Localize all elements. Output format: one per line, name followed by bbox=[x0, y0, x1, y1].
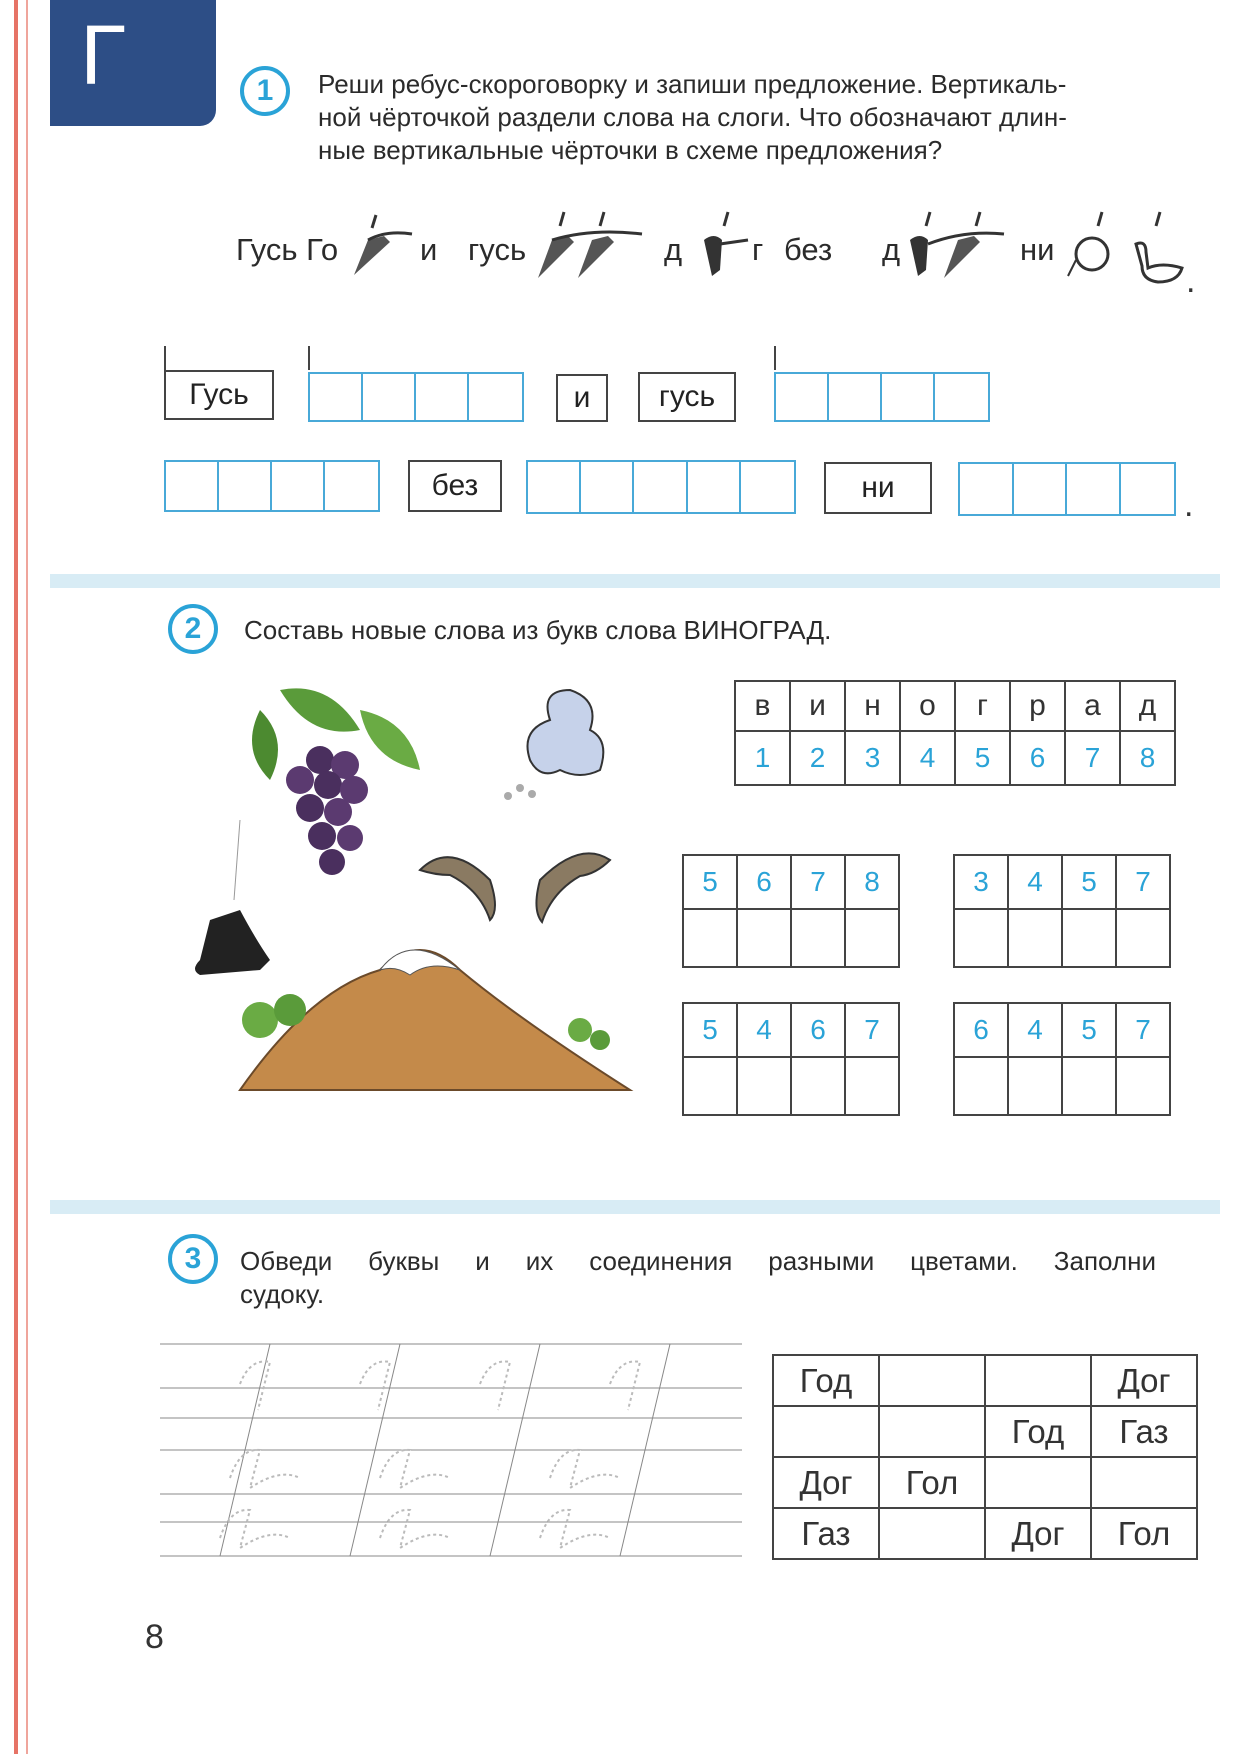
number-cell: 8 bbox=[1120, 731, 1175, 785]
word-text: без bbox=[431, 469, 479, 502]
word-text: гусь bbox=[658, 380, 716, 413]
answer-cell[interactable] bbox=[683, 1057, 737, 1115]
answer-cells-5[interactable] bbox=[958, 462, 1176, 516]
grid-number: 7 bbox=[1116, 1003, 1170, 1057]
task-3-line-2: судоку. bbox=[240, 1279, 325, 1309]
sudoku-cell: Дог bbox=[985, 1508, 1091, 1559]
sudoku-cell: Газ bbox=[773, 1508, 879, 1559]
grid-number: 5 bbox=[1062, 1003, 1116, 1057]
bird-glyph bbox=[690, 210, 752, 282]
answer-cell[interactable] bbox=[845, 909, 899, 967]
letter-cell: д bbox=[1120, 681, 1175, 731]
number-cell: 1 bbox=[735, 731, 790, 785]
grid-number: 6 bbox=[954, 1003, 1008, 1057]
sudoku-cell[interactable] bbox=[879, 1355, 985, 1406]
letter-cell: г bbox=[955, 681, 1010, 731]
answer-cell[interactable] bbox=[737, 909, 791, 967]
sentence-period: . bbox=[1184, 486, 1194, 524]
grid-number: 3 bbox=[954, 855, 1008, 909]
margin-line bbox=[14, 0, 18, 1754]
boot-image bbox=[195, 820, 270, 975]
word-box-gus-2 bbox=[638, 372, 736, 422]
letter-number-table bbox=[734, 680, 1176, 786]
mountain-image bbox=[240, 950, 630, 1090]
task-2-instructions: Составь новые слова из букв слова ВИНОГРАД. bbox=[244, 615, 832, 645]
sudoku-cell: Год bbox=[773, 1355, 879, 1406]
answer-cell[interactable] bbox=[954, 1057, 1008, 1115]
section-divider-2 bbox=[50, 1200, 1220, 1214]
hoop-goose-glyph bbox=[1062, 210, 1192, 290]
sentence-start-marker bbox=[164, 346, 166, 370]
sudoku-cell: Дог bbox=[773, 1457, 879, 1508]
word-marker bbox=[774, 346, 776, 370]
sudoku-cell: Гол bbox=[879, 1457, 985, 1508]
grid-number: 7 bbox=[1116, 855, 1170, 909]
number-cell: 4 bbox=[900, 731, 955, 785]
feather-glyph-2 bbox=[532, 210, 652, 282]
grid-number: 7 bbox=[791, 855, 845, 909]
section-letter-tab bbox=[50, 0, 216, 126]
word-text: и bbox=[573, 381, 591, 414]
task-3-number: 3 bbox=[168, 1234, 218, 1284]
letter-cell: н bbox=[845, 681, 900, 731]
margin-line-secondary bbox=[26, 0, 28, 1754]
rebus-text-6: без bbox=[784, 232, 833, 267]
letter-cell: в bbox=[735, 681, 790, 731]
task-1-line-2: ной чёрточкой раздели слова на слоги. Что обозначают длин- bbox=[318, 102, 1067, 132]
grid-number: 4 bbox=[1008, 855, 1062, 909]
rebus-text-7: д bbox=[882, 232, 901, 267]
section-letter: Г bbox=[80, 8, 126, 102]
answer-cell[interactable] bbox=[791, 909, 845, 967]
word-marker bbox=[308, 346, 310, 370]
task-3-instructions bbox=[240, 1245, 1156, 1311]
grid-number: 6 bbox=[791, 1003, 845, 1057]
word-box-bez bbox=[408, 460, 502, 512]
task-1-line-3: ные вертикальные чёрточки в схеме предложения? bbox=[318, 135, 943, 165]
sudoku-grid[interactable] bbox=[772, 1354, 1198, 1560]
answer-cell[interactable] bbox=[737, 1057, 791, 1115]
numbers-row bbox=[735, 731, 1175, 785]
grid-number: 5 bbox=[1062, 855, 1116, 909]
answer-cells-4[interactable] bbox=[526, 460, 796, 514]
answer-cell[interactable] bbox=[954, 909, 1008, 967]
word-grid-2[interactable] bbox=[953, 854, 1171, 968]
answer-cell[interactable] bbox=[791, 1057, 845, 1115]
rebus-text-1: Гусь Го bbox=[236, 232, 339, 267]
grid-number: 5 bbox=[683, 855, 737, 909]
horns-image bbox=[420, 853, 610, 922]
letters-row bbox=[735, 681, 1175, 731]
word-text: ни bbox=[861, 471, 895, 504]
sudoku-cell: Гол bbox=[1091, 1508, 1197, 1559]
answer-cell[interactable] bbox=[1116, 1057, 1170, 1115]
word-grid-3[interactable] bbox=[682, 1002, 900, 1116]
sudoku-cell[interactable] bbox=[879, 1406, 985, 1457]
task-1-number: 1 bbox=[240, 66, 290, 116]
grape-image bbox=[252, 688, 420, 875]
sudoku-cell[interactable] bbox=[773, 1406, 879, 1457]
task-1-line-1: Реши ребус-скороговорку и запиши предложение. Вертикаль- bbox=[318, 69, 1067, 99]
sudoku-cell[interactable] bbox=[879, 1508, 985, 1559]
hail-cloud-image bbox=[504, 690, 603, 800]
grid-number: 5 bbox=[683, 1003, 737, 1057]
letter-cell: р bbox=[1010, 681, 1065, 731]
sudoku-cell[interactable] bbox=[985, 1457, 1091, 1508]
sudoku-cell[interactable] bbox=[985, 1355, 1091, 1406]
rebus-text-3: гусь bbox=[468, 232, 527, 267]
number-cell: 5 bbox=[955, 731, 1010, 785]
feather-glyph-1 bbox=[346, 210, 416, 282]
answer-cell[interactable] bbox=[1008, 909, 1062, 967]
number-cell: 6 bbox=[1010, 731, 1065, 785]
answer-cell[interactable] bbox=[1062, 909, 1116, 967]
grid-number: 6 bbox=[737, 855, 791, 909]
letter-cell: а bbox=[1065, 681, 1120, 731]
answer-cell[interactable] bbox=[1116, 909, 1170, 967]
word-grid-4[interactable] bbox=[953, 1002, 1171, 1116]
word-grid-1[interactable] bbox=[682, 854, 900, 968]
rebus-period: . bbox=[1186, 262, 1196, 300]
grid-number: 4 bbox=[1008, 1003, 1062, 1057]
sudoku-cell[interactable] bbox=[1091, 1457, 1197, 1508]
copybook-lines bbox=[160, 1338, 742, 1560]
sudoku-cell: Газ bbox=[1091, 1406, 1197, 1457]
rebus-text-4: д bbox=[664, 232, 683, 267]
page-number: 8 bbox=[145, 1618, 164, 1656]
answer-cell[interactable] bbox=[1062, 1057, 1116, 1115]
task-1-instructions bbox=[318, 68, 1198, 167]
answer-cells-3[interactable] bbox=[164, 460, 380, 512]
tracing-letters bbox=[220, 1361, 640, 1548]
answer-cells-2[interactable] bbox=[774, 372, 990, 422]
answer-cells-1[interactable] bbox=[308, 372, 524, 422]
answer-cell[interactable] bbox=[845, 1057, 899, 1115]
number-cell: 2 bbox=[790, 731, 845, 785]
word-box-i bbox=[556, 374, 608, 422]
task-3-line-1: Обведи буквы и их соединения разными цветами. Заполни bbox=[240, 1246, 1156, 1276]
grid-number: 8 bbox=[845, 855, 899, 909]
illustrations bbox=[160, 670, 650, 1130]
letter-cell: и bbox=[790, 681, 845, 731]
task-2-number: 2 bbox=[168, 604, 218, 654]
number-cell: 3 bbox=[845, 731, 900, 785]
bird-feather-glyph bbox=[904, 210, 1010, 282]
word-box-gus bbox=[164, 370, 274, 420]
sudoku-cell: Дог bbox=[1091, 1355, 1197, 1406]
rebus-text-2: и bbox=[420, 232, 438, 267]
word-box-ni bbox=[824, 462, 932, 514]
number-cell: 7 bbox=[1065, 731, 1120, 785]
sudoku-cell: Год bbox=[985, 1406, 1091, 1457]
word-text: Гусь bbox=[189, 378, 249, 411]
grid-number: 4 bbox=[737, 1003, 791, 1057]
answer-cell[interactable] bbox=[1008, 1057, 1062, 1115]
section-divider-1 bbox=[50, 574, 1220, 588]
letter-cell: о bbox=[900, 681, 955, 731]
grid-number: 7 bbox=[845, 1003, 899, 1057]
rebus-text-8: ни bbox=[1020, 232, 1055, 267]
rebus-text-5: г bbox=[752, 232, 764, 267]
answer-cell[interactable] bbox=[683, 909, 737, 967]
